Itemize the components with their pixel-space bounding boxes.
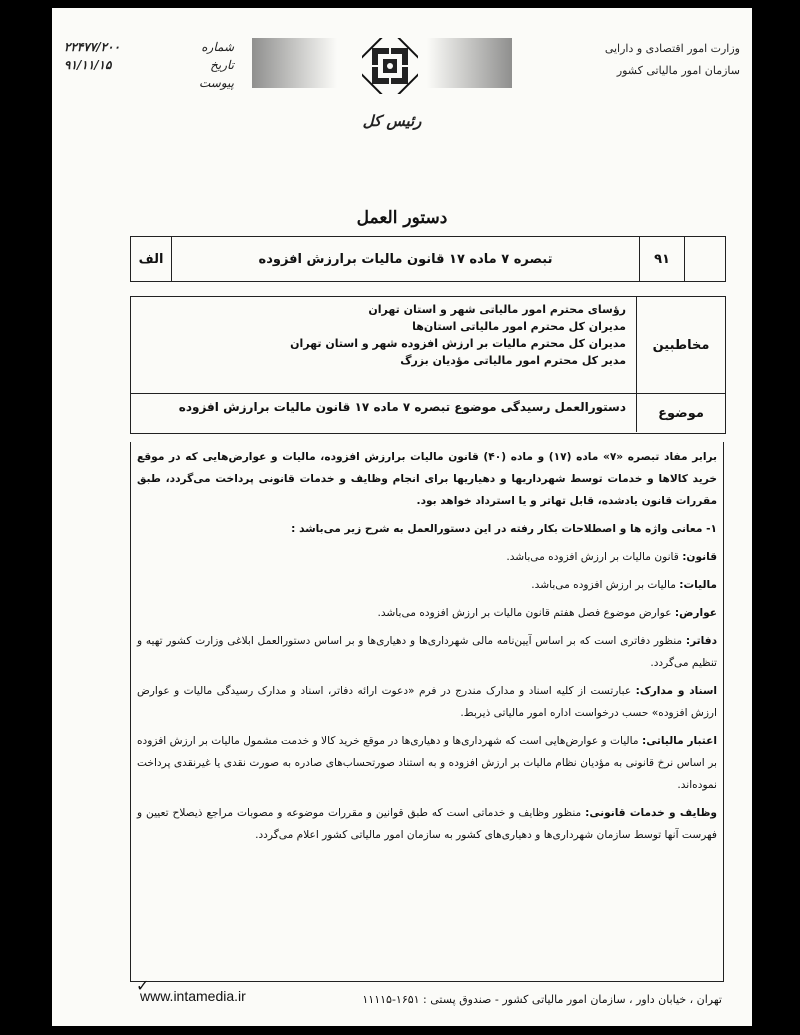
definition-item xyxy=(137,546,717,568)
definition-term: قانون: xyxy=(682,551,717,563)
attachment-row xyxy=(64,74,234,92)
definition-item xyxy=(137,630,717,674)
ministry-header xyxy=(520,38,740,82)
number-label: شماره xyxy=(201,40,234,54)
addressee-line: مدیران کل محترم امور مالیاتی استان‌ها xyxy=(412,320,626,333)
addressees-row xyxy=(131,297,725,394)
date-label: تاریخ xyxy=(210,58,234,72)
definition-text: قانون مالیات بر ارزش افزوده می‌باشد. xyxy=(506,551,679,563)
attachment-label: پیوست xyxy=(199,76,234,90)
subject-value: دستورالعمل رسیدگی موضوع تبصره ۷ ماده ۱۷ قانون مالیات برارزش افزوده xyxy=(178,400,626,414)
definition-text: عوارض موضوع فصل هفتم قانون مالیات بر ارزش افزوده می‌باشد. xyxy=(377,607,672,619)
blank-cell-right xyxy=(684,237,725,281)
title-box xyxy=(130,236,726,282)
addressee-line: رؤسای محترم امور مالیاتی شهر و استان تهران xyxy=(368,303,626,316)
chief-title: رئیس کل xyxy=(362,112,422,130)
emblem-logo-icon xyxy=(362,38,418,94)
addressee-line: مدیران کل محترم مالیات بر ارزش افزوده شهر و استان تهران xyxy=(290,337,626,350)
number-row xyxy=(64,38,234,56)
definition-text: مالیات و عوارض‌هایی است که شهرداری‌ها و دهیاری‌ها در موقع خرید کالا و خدمت مشمول مالیات بر ارزش افزوده بر اساس نرخ قانونی به مؤدیان نظام مالیات بر ارزش افزوده و به استناد صورتحساب‌های صادره به صورت نقدی یا غیرنقدی پرداخت نموده‌اند. xyxy=(137,735,717,791)
definition-item xyxy=(137,802,717,846)
date-value: ۹۱/۱۱/۱۵ xyxy=(64,58,112,72)
definition-item xyxy=(137,602,717,624)
header-shade-left xyxy=(252,38,337,88)
intro-paragraph: برابر مفاد تبصره «۷» ماده (۱۷) و ماده (۴۰) قانون مالیات برارزش افزوده، مالیات و عوارض‌هایی که در موقع خرید کالاها و خدمات توسط شهرداریها و دهیاریها برای انجام وظایف و خدمات قانونی پرداخت می‌گردد، طبق مقررات قانون یادشده، قابل تهاتر و یا استرداد خواهد بود. xyxy=(137,451,718,507)
definition-term: اسناد و مدارک: xyxy=(635,685,717,697)
document-title: دستور العمل xyxy=(356,208,448,228)
definition-item xyxy=(137,730,717,796)
definition-item xyxy=(137,574,717,596)
subject-label: موضوع xyxy=(636,394,725,432)
ministry-line-1: وزارت امور اقتصادی و دارایی xyxy=(604,42,740,55)
footer-address: تهران ، خیابان داور ، سازمان امور مالیاتی کشور - صندوق پستی : ۱۶۵۱-۱۱۱۱۵ xyxy=(362,993,722,1006)
header-shade-right xyxy=(427,38,512,88)
website-link[interactable]: www.intamedia.ir xyxy=(140,988,246,1004)
definition-term: عوارض: xyxy=(674,607,717,619)
addressees-label: مخاطبین xyxy=(636,297,725,393)
definition-term: اعتبار مالیاتی: xyxy=(641,735,717,747)
instruction-category: الف xyxy=(138,251,164,267)
addressee-line: مدیر کل محترم امور مالیاتی مؤدیان بزرگ xyxy=(400,354,626,367)
document-page xyxy=(52,8,752,1026)
body-text xyxy=(130,442,724,982)
check-mark-icon: ✓ xyxy=(136,976,150,995)
subject-row xyxy=(131,394,725,432)
instruction-number: ۹۱ xyxy=(639,237,684,281)
addressee-table xyxy=(130,296,726,434)
definition-term: دفاتر: xyxy=(685,635,717,647)
ministry-line-2: سازمان امور مالیاتی کشور xyxy=(616,64,740,77)
definition-term: وظایف و خدمات قانونی: xyxy=(585,807,718,819)
date-row xyxy=(64,56,234,74)
definition-text: عبارتست از کلیه اسناد و مدارک مندرج در فرم «دعوت ارائه دفاتر، اسناد و مدارک رسیدگی مالیات و عوارض ارزش افزوده» حسب درخواست اداره امور مالیاتی ذیربط. xyxy=(137,685,717,719)
definition-text: مالیات بر ارزش افزوده می‌باشد. xyxy=(531,579,676,591)
definition-text: منظور دفاتری است که بر اساس آیین‌نامه مالی شهرداری‌ها و دهیاری‌ها و بر اساس دستورالعمل ابلاغی وزارت کشور تهیه و تنظیم می‌گردد. xyxy=(137,635,717,669)
reference-block xyxy=(64,38,234,92)
addressees-list xyxy=(131,297,636,393)
definition-item xyxy=(137,680,717,724)
definition-term: مالیات: xyxy=(679,579,717,591)
number-value: ۲۲۴۷۷/۲۰۰ xyxy=(64,40,120,54)
section-heading: ۱- معانی واژه ها و اصطلاحات بکار رفته در این دستورالعمل به شرح زیر می‌باشد : xyxy=(291,523,717,535)
instruction-subject: تبصره ۷ ماده ۱۷ قانون مالیات برارزش افزوده xyxy=(171,237,639,281)
definition-text: منظور وظایف و خدماتی است که طبق قوانین و مقررات موضوعه و مصوبات مراجع ذیصلاح تعیین و فهرست آنها توسط سازمان شهرداری‌ها و دهیاری‌های کشور به سازمان امور مالیاتی کشور اعلام می‌گردد. xyxy=(137,807,717,841)
